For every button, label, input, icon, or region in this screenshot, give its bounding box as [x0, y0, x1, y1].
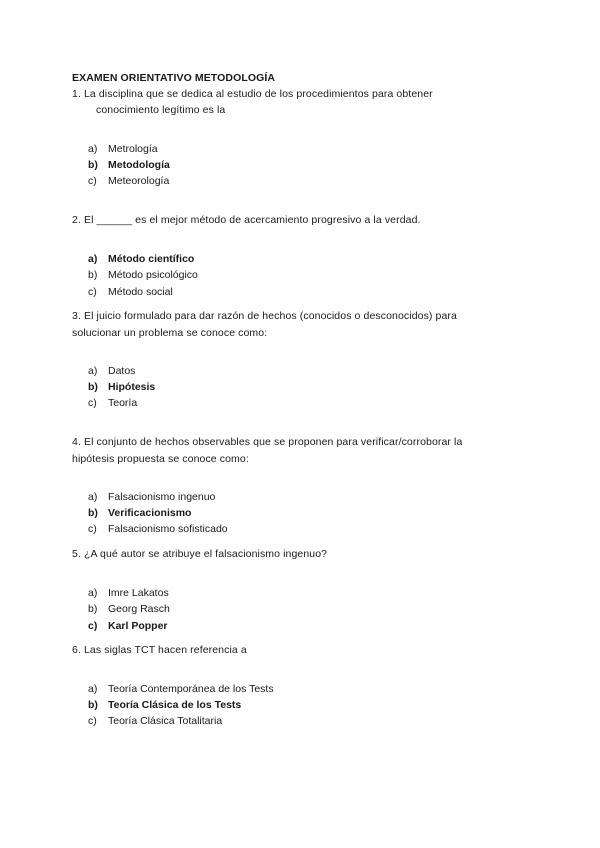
- option-letter: c): [88, 397, 97, 409]
- question-5-text: 5. ¿A qué autor se atribuye el falsacionismo ingenuo?: [72, 548, 328, 560]
- option-letter: b): [88, 381, 98, 393]
- q2-option-b: [88, 269, 198, 282]
- option-letter: a): [88, 143, 98, 155]
- option-text: Karl Popper: [108, 620, 168, 632]
- option-letter: c): [88, 523, 97, 535]
- q3-option-a: [88, 365, 135, 378]
- option-text: Imre Lakatos: [108, 587, 169, 599]
- option-letter: c): [88, 715, 97, 727]
- page-title: EXAMEN ORIENTATIVO METODOLOGÍA: [72, 72, 276, 84]
- question-4-text: 4. El conjunto de hechos observables que se proponen para verificar/corroborar la: [72, 436, 463, 448]
- q5-option-b: [88, 603, 170, 616]
- option-letter: b): [88, 159, 98, 171]
- q5-option-a: [88, 587, 169, 600]
- q3-option-b-correct: [88, 381, 155, 394]
- option-text: Teoría Clásica de los Tests: [108, 699, 242, 711]
- option-letter: a): [88, 365, 98, 377]
- option-letter: a): [88, 587, 98, 599]
- question-4-text-cont: hipótesis propuesta se conoce como:: [72, 453, 249, 465]
- option-letter: c): [88, 175, 97, 187]
- option-text: Teoría Clásica Totalitaria: [108, 715, 223, 727]
- option-text: Falsacionismo ingenuo: [108, 491, 216, 503]
- q1-option-a: [88, 143, 158, 156]
- option-text: Teoría: [108, 397, 138, 409]
- option-text: Datos: [108, 365, 136, 377]
- option-text: Metodología: [108, 159, 170, 171]
- q1-option-c: [88, 175, 169, 188]
- option-text: Falsacionismo sofisticado: [108, 523, 228, 535]
- option-text: Método científico: [108, 253, 195, 265]
- option-letter: c): [88, 286, 97, 298]
- question-1-text-cont: conocimiento legítimo es la: [96, 104, 226, 116]
- option-letter: a): [88, 491, 98, 503]
- q6-option-a: [88, 683, 274, 696]
- option-text: Meteorología: [108, 175, 170, 187]
- option-letter: b): [88, 699, 98, 711]
- q2-option-a-correct: [88, 253, 194, 266]
- question-6-text: 6. Las siglas TCT hacen referencia a: [72, 644, 247, 656]
- q6-option-c: [88, 715, 222, 728]
- option-letter: b): [88, 269, 98, 281]
- option-text: Hipótesis: [108, 381, 156, 393]
- option-text: Método psicológico: [108, 269, 198, 281]
- option-text: Teoría Contemporánea de los Tests: [108, 683, 274, 695]
- option-letter: b): [88, 603, 98, 615]
- q6-option-b-correct: [88, 699, 241, 712]
- question-3-text: 3. El juicio formulado para dar razón de hechos (conocidos o desconocidos) para: [72, 310, 457, 322]
- question-3-text-cont: solucionar un problema se conoce como:: [72, 327, 268, 339]
- q4-option-c: [88, 523, 228, 536]
- q3-option-c: [88, 397, 137, 410]
- q2-option-c: [88, 286, 173, 299]
- q1-option-b-correct: [88, 159, 170, 172]
- question-2-text: 2. El ______ es el mejor método de acercamiento progresivo a la verdad.: [72, 214, 421, 226]
- option-text: Georg Rasch: [108, 603, 170, 615]
- option-letter: a): [88, 683, 98, 695]
- option-letter: b): [88, 507, 98, 519]
- option-text: Metrología: [108, 143, 158, 155]
- q4-option-a: [88, 491, 215, 504]
- question-1-text: 1. La disciplina que se dedica al estudio de los procedimientos para obtener: [72, 88, 433, 100]
- q4-option-b-correct: [88, 507, 191, 520]
- option-letter: a): [88, 253, 98, 265]
- q5-option-c-correct: [88, 620, 168, 633]
- option-letter: c): [88, 620, 98, 632]
- option-text: Verificacionismo: [108, 507, 192, 519]
- option-text: Método social: [108, 286, 173, 298]
